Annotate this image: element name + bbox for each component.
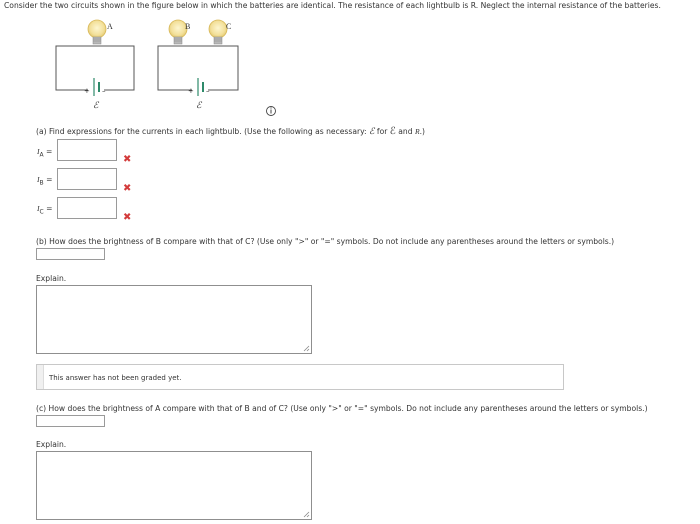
battery-1-plus: + xyxy=(84,87,90,95)
part-c-explain-label: Explain. xyxy=(36,440,67,449)
resize-grip-icon[interactable] xyxy=(303,511,310,518)
battery-1-emf: ℰ xyxy=(93,100,99,110)
current-b-label: $I_B$ = xyxy=(37,175,53,187)
lightbulb-a-icon xyxy=(88,20,106,44)
part-a-and: and xyxy=(395,127,415,136)
incorrect-icon: ✖ xyxy=(123,212,132,223)
bulb-b-label: B xyxy=(185,22,191,31)
part-a-for: for xyxy=(374,127,390,136)
incorrect-icon: ✖ xyxy=(123,154,132,165)
part-c-explain-textarea[interactable] xyxy=(36,451,312,520)
grade-notice-bar xyxy=(37,365,44,389)
problem-intro: Consider the two circuits shown in the figure below in which the batteries are identical. The resistance of each lightbulb is R. Neglect the internal resistance of the batteries. xyxy=(4,1,661,10)
info-circle-icon[interactable] xyxy=(267,107,276,116)
part-b-explain-label: Explain. xyxy=(36,274,67,283)
battery-2-emf: ℰ xyxy=(196,100,202,110)
part-a-emf-symbol-2: ℰ xyxy=(389,126,396,137)
current-c-input[interactable] xyxy=(57,197,117,219)
incorrect-icon: ✖ xyxy=(123,183,132,194)
current-a-label: $I_A$ = xyxy=(37,147,53,159)
part-c-answer-input[interactable] xyxy=(36,415,105,427)
battery-2-plus: + xyxy=(188,87,194,95)
circuit-figure xyxy=(0,0,300,118)
part-a-r-symbol: R xyxy=(414,127,420,136)
circuit-figure-svg xyxy=(0,0,300,118)
current-a-input[interactable] xyxy=(57,139,117,161)
battery-1-minus: – xyxy=(102,87,106,95)
current-b-input[interactable] xyxy=(57,168,117,190)
part-a-emf-symbol: ℰ xyxy=(369,126,375,136)
part-a-prompt xyxy=(36,126,425,137)
lightbulb-c-icon xyxy=(209,20,227,44)
bulb-c-label: C xyxy=(226,22,232,31)
current-c-label: $I_C$ = xyxy=(37,204,53,216)
part-b-answer-input[interactable] xyxy=(36,248,105,260)
part-b-explain-textarea[interactable] xyxy=(36,285,312,354)
part-c-prompt: (c) How does the brightness of A compare with that of B and of C? (Use only ">" or "=" symbols. Do not include any parentheses around the letters or symbols.) xyxy=(36,404,648,413)
resize-grip-icon[interactable] xyxy=(303,345,310,352)
part-b-prompt: (b) How does the brightness of B compare with that of C? (Use only ">" or "=" symbols. Do not include any parentheses around the letters or symbols.) xyxy=(36,237,615,246)
grade-notice xyxy=(36,364,564,390)
battery-2-minus: – xyxy=(206,87,210,95)
grade-notice-text: This answer has not been graded yet. xyxy=(49,374,182,382)
part-a-prompt-suffix: .) xyxy=(419,127,425,136)
bulb-a-label: A xyxy=(107,22,113,31)
part-a-prompt-prefix: (a) Find expressions for the currents in each lightbulb. (Use the following as necessary: xyxy=(36,127,370,136)
